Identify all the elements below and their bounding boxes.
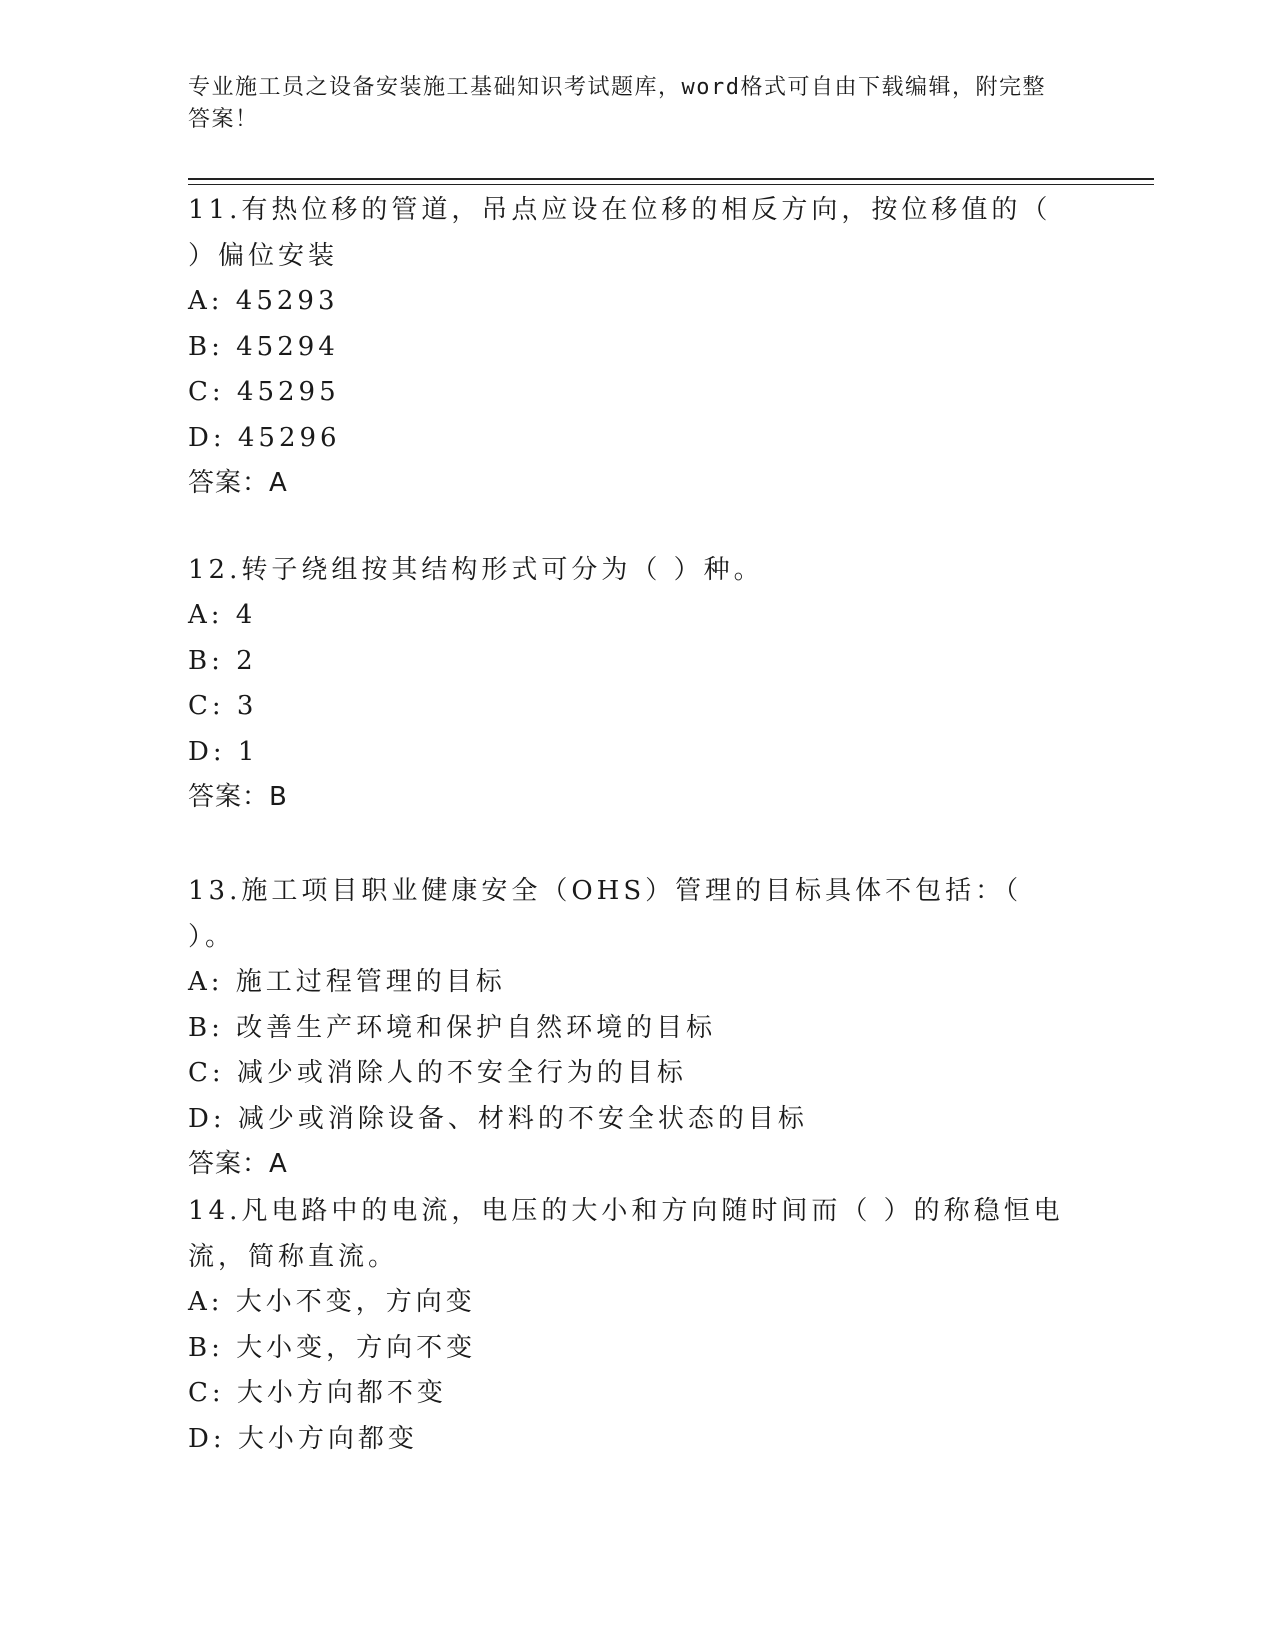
header-divider bbox=[188, 178, 1154, 180]
question-stem: 11.有热位移的管道，吊点应设在位移的相反方向，按位移值的（ ）偏位安装 bbox=[188, 195, 1052, 271]
option-a: A: 45293 bbox=[188, 286, 339, 316]
option-a: A: 4 bbox=[188, 600, 257, 630]
option-d: D: 大小方向都变 bbox=[188, 1423, 418, 1454]
answer: 答案：B bbox=[188, 782, 288, 813]
answer: 答案：A bbox=[188, 468, 288, 499]
option-b: B: 大小变，方向不变 bbox=[188, 1332, 477, 1363]
option-d: D: 1 bbox=[188, 736, 259, 767]
option-c: C: 大小方向都不变 bbox=[188, 1378, 447, 1409]
option-d: D: 45296 bbox=[188, 422, 341, 453]
question-stem: 14.凡电路中的电流，电压的大小和方向随时间而（ ）的称稳恒电流，简称直流。 bbox=[188, 1196, 1064, 1272]
question-12 bbox=[188, 547, 1068, 819]
document-header: 专业施工员之设备安装施工基础知识考试题库，word格式可自由下载编辑，附完整答案！ bbox=[188, 75, 1046, 132]
option-b: B: 45294 bbox=[188, 331, 339, 362]
option-a: A: 大小不变，方向变 bbox=[188, 1287, 476, 1317]
question-stem: 12.转子绕组按其结构形式可分为（ ）种。 bbox=[188, 555, 764, 585]
option-c: C: 减少或消除人的不安全行为的目标 bbox=[188, 1058, 687, 1089]
option-b: B: 2 bbox=[188, 645, 257, 676]
answer: 答案：A bbox=[188, 1149, 288, 1180]
option-b: B: 改善生产环境和保护自然环境的目标 bbox=[188, 1012, 717, 1043]
option-a: A: 施工过程管理的目标 bbox=[188, 967, 506, 997]
option-c: C: 45295 bbox=[188, 377, 340, 408]
question-14 bbox=[188, 1188, 1068, 1462]
question-11 bbox=[188, 187, 1068, 505]
option-c: C: 3 bbox=[188, 691, 258, 722]
header-divider-thin bbox=[188, 184, 1154, 185]
question-stem: 13.施工项目职业健康安全（OHS）管理的目标具体不包括：（ ）。 bbox=[188, 876, 1023, 952]
question-13 bbox=[188, 868, 1068, 1186]
option-d: D: 减少或消除设备、材料的不安全状态的目标 bbox=[188, 1103, 808, 1134]
